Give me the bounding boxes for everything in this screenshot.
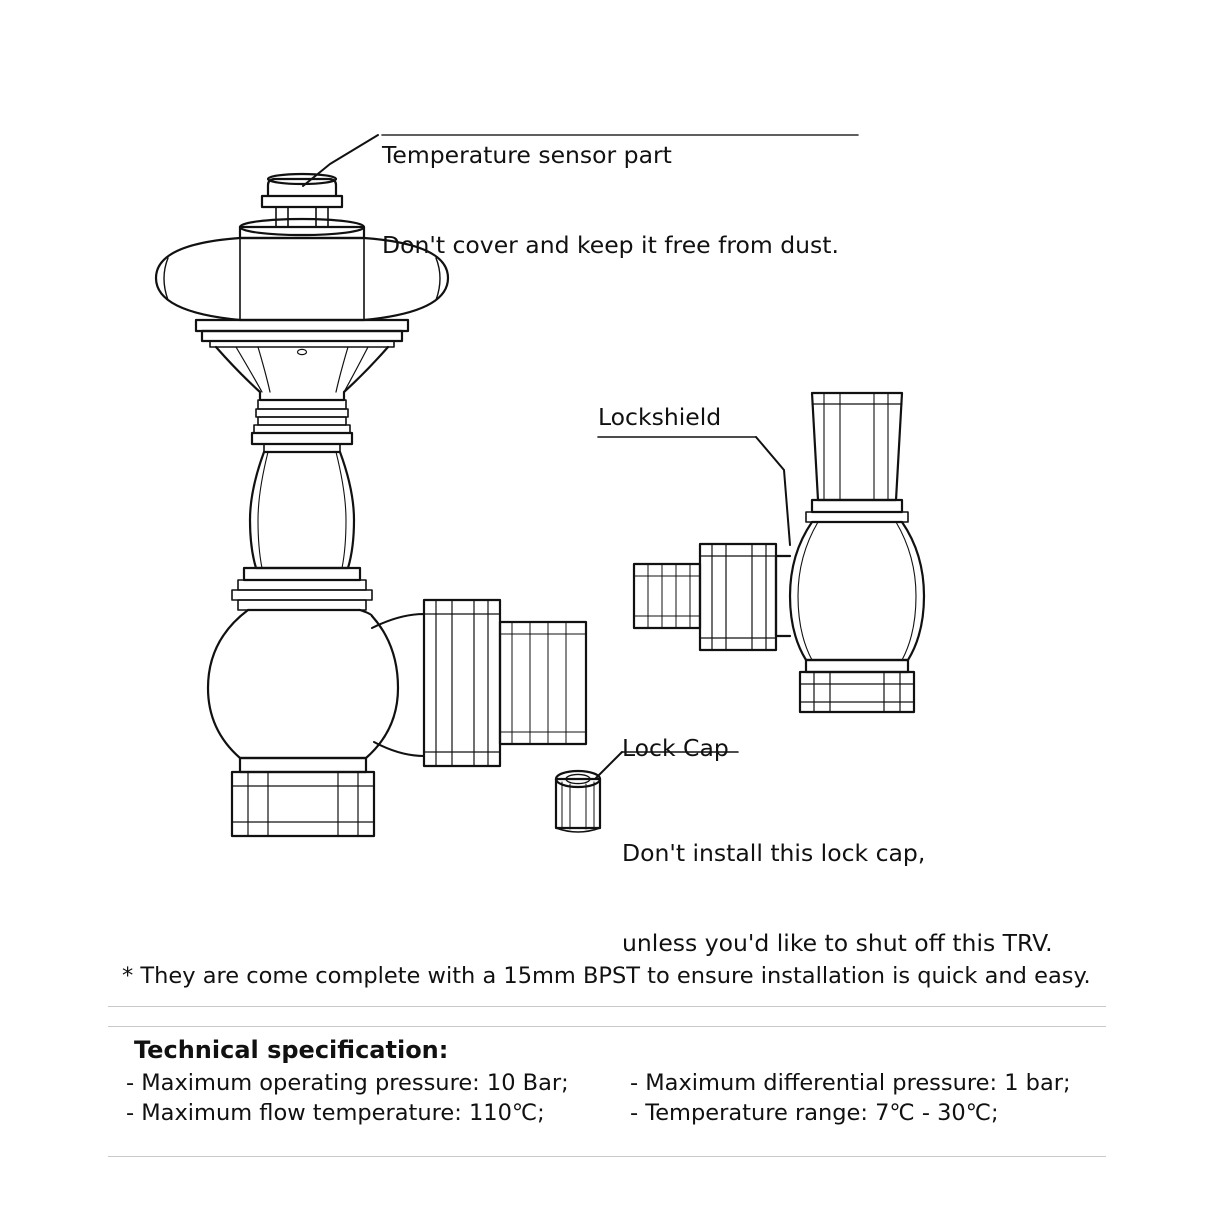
annotation-sensor-line1: Temperature sensor part	[382, 141, 672, 170]
annotation-lock-cap-title: Lock Cap	[622, 734, 729, 762]
specification-title: Technical specification:	[134, 1036, 449, 1064]
annotation-lock-cap-line1: Don't install this lock cap,	[622, 839, 926, 868]
lockshield-valve	[634, 393, 924, 712]
annotation-sensor-line2: Don't cover and keep it free from dust.	[382, 231, 839, 260]
technical-specification	[122, 1036, 1112, 1126]
leader-line-lockshield	[598, 437, 790, 545]
specification-grid	[122, 1070, 1112, 1126]
lock-cap-part	[556, 771, 600, 832]
annotation-lockshield: Lockshield	[598, 403, 722, 431]
annotation-lock-cap-line2: unless you'd like to shut off this TRV.	[622, 929, 1053, 958]
divider-bottom	[108, 1156, 1106, 1157]
divider-top	[108, 1006, 1106, 1007]
spec-row-1-right: - Maximum differential pressure: 1 bar;	[630, 1070, 1071, 1096]
annotation-temperature-sensor	[382, 80, 839, 321]
divider-middle	[108, 1026, 1106, 1027]
spec-row-2-left: - Maximum flow temperature: 110℃;	[126, 1100, 545, 1126]
spec-row-2-right: - Temperature range: 7℃ - 30℃;	[630, 1100, 999, 1126]
footnote-text: * They are come complete with a 15mm BPST to ensure installation is quick and easy.	[122, 963, 1091, 989]
spec-row-1-left: - Maximum operating pressure: 10 Bar;	[126, 1070, 569, 1096]
